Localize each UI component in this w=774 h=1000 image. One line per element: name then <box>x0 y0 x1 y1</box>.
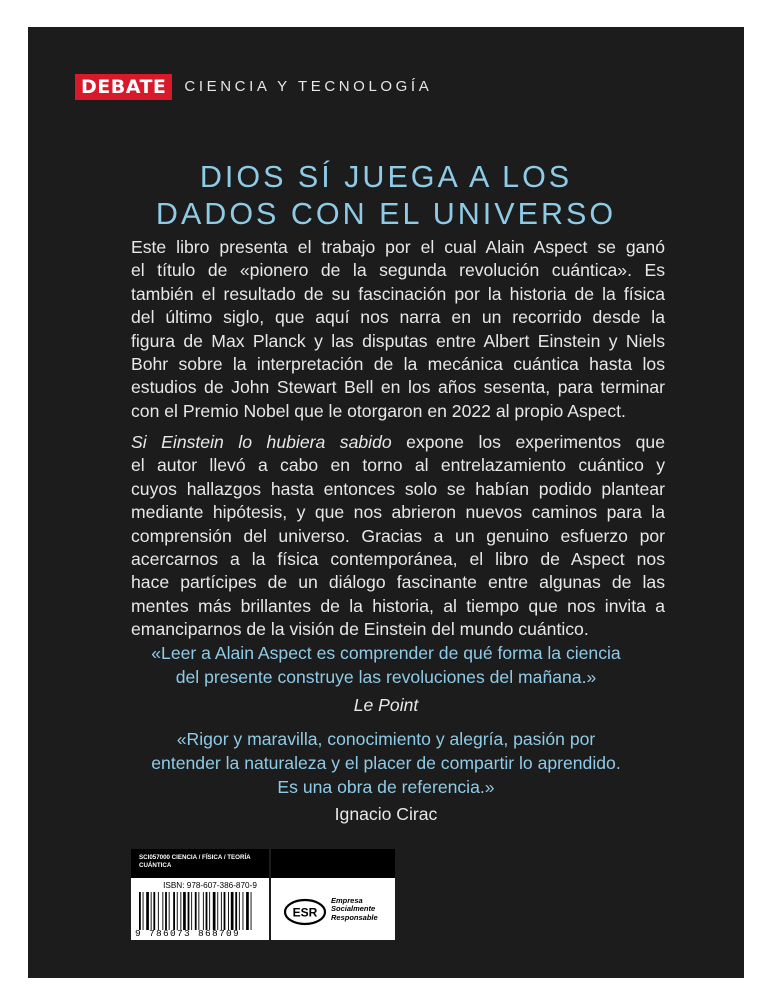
barcode-bar <box>143 892 144 930</box>
text-line <box>131 431 665 454</box>
barcode-bar <box>235 892 237 930</box>
quote-line: «Rigor y maravilla, conocimiento y alegría, pasión por <box>176 729 596 749</box>
blurb-source-1: Le Point <box>353 695 419 715</box>
barcode-bar <box>231 892 234 930</box>
barcode-bar <box>206 892 208 930</box>
barcode-bars <box>139 892 267 930</box>
barcode-bar <box>169 892 170 930</box>
text-line: emanciparnos de la visión de Einstein del mundo cuántico. <box>131 619 589 640</box>
headline-line: DIOS SÍ JUEGA A LOS <box>199 160 573 195</box>
strip-divider <box>269 849 271 878</box>
barcode-bar <box>191 892 192 930</box>
quote-line: Es una obra de referencia.» <box>277 777 495 797</box>
quote-line: «Leer a Alain Aspect es comprender de qué forma la ciencia <box>151 643 621 663</box>
text-line: figura de Max Planck y las disputas entre Albert Einstein y Niels <box>131 330 665 351</box>
barcode-bar <box>162 892 163 930</box>
text-line: el título de «pionero de la segunda revolución cuántica». Es <box>131 260 665 281</box>
barcode-bar <box>188 892 190 930</box>
barcode-bar <box>224 892 226 930</box>
blurb-quote-1 <box>28 641 744 689</box>
quote-line: del presente construye las revoluciones del mañana.» <box>175 667 597 687</box>
publisher-logo: DEBATE <box>75 74 172 100</box>
barcode-bar <box>165 892 167 930</box>
barcode-bar <box>153 892 155 930</box>
barcode-bar <box>228 892 229 930</box>
barcode-bar <box>173 892 175 930</box>
barcode-bar <box>146 892 149 930</box>
barcode-bar <box>251 892 252 930</box>
subject-category <box>131 849 269 878</box>
text-line: estudios de John Stewart Bell en los años sesenta, para terminar <box>131 377 665 398</box>
blurb-quote-2 <box>28 727 744 799</box>
text-line: acercarnos a la física contemporánea, el libro de Aspect nos <box>131 549 665 570</box>
text-line: el autor llevó a cabo en torno al entrelazamiento cuántico y <box>131 455 665 476</box>
barcode-bar <box>158 892 159 930</box>
esr-line: Responsable <box>331 912 378 922</box>
barcode-bar <box>209 892 210 930</box>
barcode-bar <box>203 892 204 930</box>
barcode-bar <box>213 892 216 930</box>
esr-line: Socialmente <box>331 904 376 914</box>
back-cover <box>28 27 744 978</box>
collection-name: CIENCIA Y TECNOLOGÍA <box>184 78 433 95</box>
publisher-header <box>75 74 432 100</box>
text-line: cuyos hallazgos hasta entonces solo se habían podido plantear <box>131 478 665 499</box>
blurb-source-2: Ignacio Cirac <box>334 804 438 824</box>
barcode-bar <box>180 892 181 930</box>
synopsis-paragraph-1 <box>131 236 665 423</box>
isbn-label: ISBN: 978-607-386-870-9 <box>163 881 257 890</box>
text-line: comprensión del universo. Gracias a un genuino esfuerzo por <box>131 525 665 546</box>
category-line: CUÁNTICA <box>139 862 172 869</box>
text-line: mediante hipótesis, y que nos abrieron nuevos caminos para la <box>131 502 665 523</box>
category-strip <box>131 849 395 878</box>
panel-divider <box>269 878 271 940</box>
headline-line: DADOS CON EL UNIVERSO <box>155 197 617 232</box>
book-title-italic: Si Einstein lo hubiera sabido <box>131 432 392 452</box>
barcode-bar <box>177 892 178 930</box>
text-line: del último siglo, que aquí nos narra en un recorrido desde la <box>131 307 665 328</box>
barcode-panel <box>131 878 395 940</box>
text-line: también el resultado de su fascinación por la historia de la física <box>131 283 665 304</box>
barcode-bar <box>151 892 152 930</box>
text-fragment: expone los experimentos que <box>391 432 665 452</box>
esr-line: Empresa <box>331 896 363 905</box>
esr-logo-icon <box>283 898 327 926</box>
barcode-bar <box>243 892 244 930</box>
quote-line: entender la naturaleza y el placer de compartir lo aprendido. <box>151 753 621 773</box>
text-line: mentes más brillantes de la historia, al tiempo que nos invita a <box>131 595 665 616</box>
barcode-digits: 9 786073 868709 <box>135 928 241 939</box>
barcode-bar <box>221 892 222 930</box>
barcode-bar <box>198 892 199 930</box>
category-line: SCI057000 CIENCIA / FÍSICA / TEORÍA <box>139 854 251 861</box>
esr-badge-text: ESR <box>292 905 318 920</box>
text-line: Bohr sobre la interpretación de la mecánica cuántica hasta los <box>131 354 665 375</box>
barcode-bar <box>195 892 197 930</box>
text-line: con el Premio Nobel que le otorgaron en 2022 al propio Aspect. <box>131 400 626 421</box>
text-line: Este libro presenta el trabajo por el cual Alain Aspect se ganó <box>131 237 665 257</box>
barcode-bar <box>139 892 141 930</box>
esr-caption <box>331 897 378 922</box>
barcode-bar <box>239 892 240 930</box>
barcode-bar <box>217 892 218 930</box>
text-line: hace partícipes de un diálogo fascinante entre algunas de las <box>131 572 665 593</box>
synopsis-paragraph-2 <box>131 431 665 642</box>
barcode-bar <box>183 892 186 930</box>
book-headline <box>28 159 744 233</box>
barcode-bar <box>246 892 249 930</box>
